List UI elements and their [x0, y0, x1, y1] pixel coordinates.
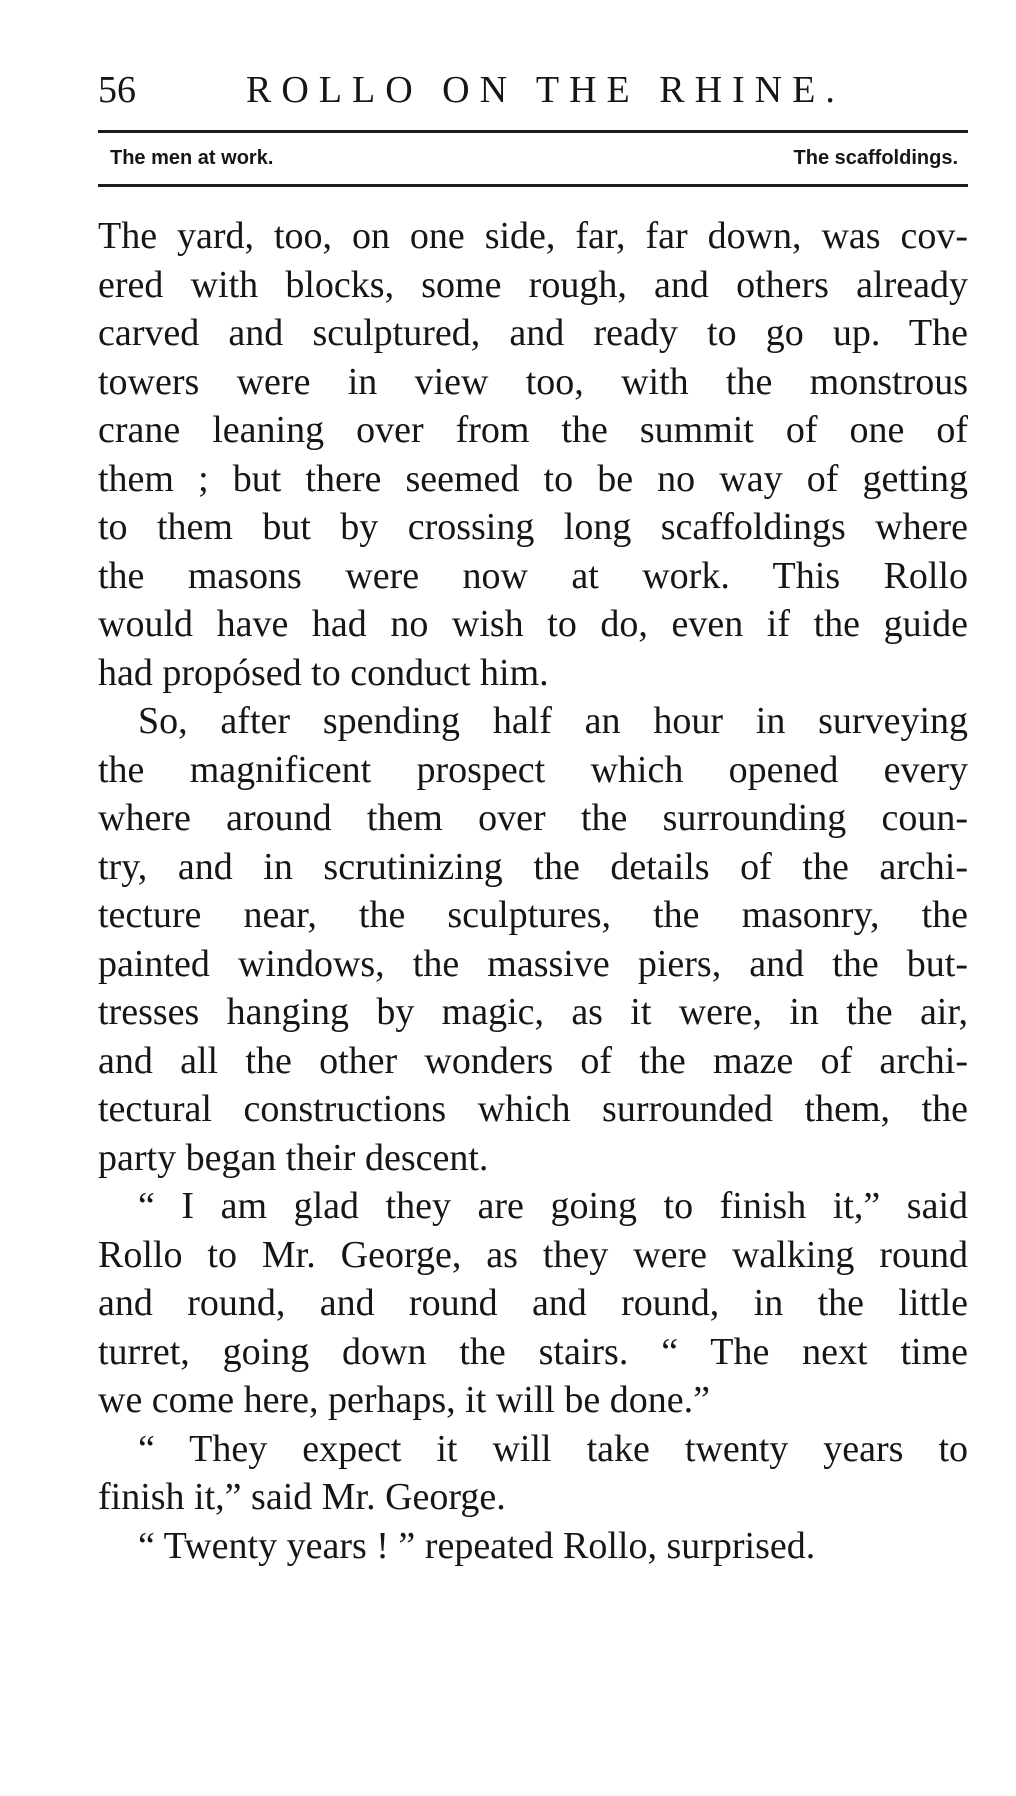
text-line: Rollo to Mr. George, as they were walking round [98, 1233, 968, 1276]
subhead-left: The men at work. [110, 147, 274, 169]
text-line: tresses hanging by magic, as it were, in the air, [98, 991, 968, 1033]
text-line: would have had no wish to do, even if the guide [98, 603, 968, 645]
running-head [98, 60, 968, 120]
text-line: painted windows, the massive piers, and the but- [98, 942, 968, 985]
subhead-right: The scaffoldings. [793, 147, 958, 169]
text-line: carved and sculptured, and ready to go up. The [98, 312, 968, 354]
text-line: finish it,” said Mr. George. [98, 1476, 506, 1518]
text-line: them ; but there seemed to be no way of getting [98, 457, 968, 500]
header-rule-top [98, 130, 968, 133]
header-rule-bottom [98, 184, 968, 187]
text-line: So, after spending half an hour in surveying [138, 700, 968, 742]
text-line: to them but by crossing long scaffoldings where [98, 506, 968, 548]
text-line: and round, and round and round, in the little [98, 1282, 968, 1324]
text-line: “ They expect it will take twenty years to [138, 1427, 968, 1470]
page-number: 56 [98, 69, 136, 111]
text-line: tectural constructions which surrounded them, the [98, 1088, 968, 1130]
text-line: ered with blocks, some rough, and others already [98, 263, 968, 306]
text-line: tecture near, the sculptures, the masonry, the [98, 894, 968, 936]
book-title: ROLLO ON THE RHINE. [246, 69, 845, 111]
text-line: where around them over the surrounding coun- [98, 797, 968, 839]
text-line: crane leaning over from the summit of one of [98, 409, 968, 451]
text-line: try, and in scrutinizing the details of the archi- [98, 845, 968, 888]
text-line: and all the other wonders of the maze of archi- [98, 1039, 968, 1082]
text-line: “ Twenty years ! ” repeated Rollo, surprised. [138, 1524, 816, 1567]
text-line: turret, going down the stairs. “ The next time [98, 1330, 968, 1373]
text-line: party began their descent. [98, 1136, 489, 1179]
text-line: had propósed to conduct him. [98, 651, 549, 694]
text-line: The yard, too, on one side, far, far down, was cov- [98, 215, 968, 257]
text-line: the magnificent prospect which opened every [98, 748, 968, 791]
body-text [98, 212, 968, 1570]
text-line: “ I am glad they are going to finish it,” said [138, 1185, 968, 1227]
text-line: towers were in view too, with the monstrous [98, 360, 968, 403]
text-line: we come here, perhaps, it will be done.” [98, 1379, 710, 1421]
text-line: the masons were now at work. This Rollo [98, 554, 968, 597]
section-subhead [110, 140, 958, 176]
